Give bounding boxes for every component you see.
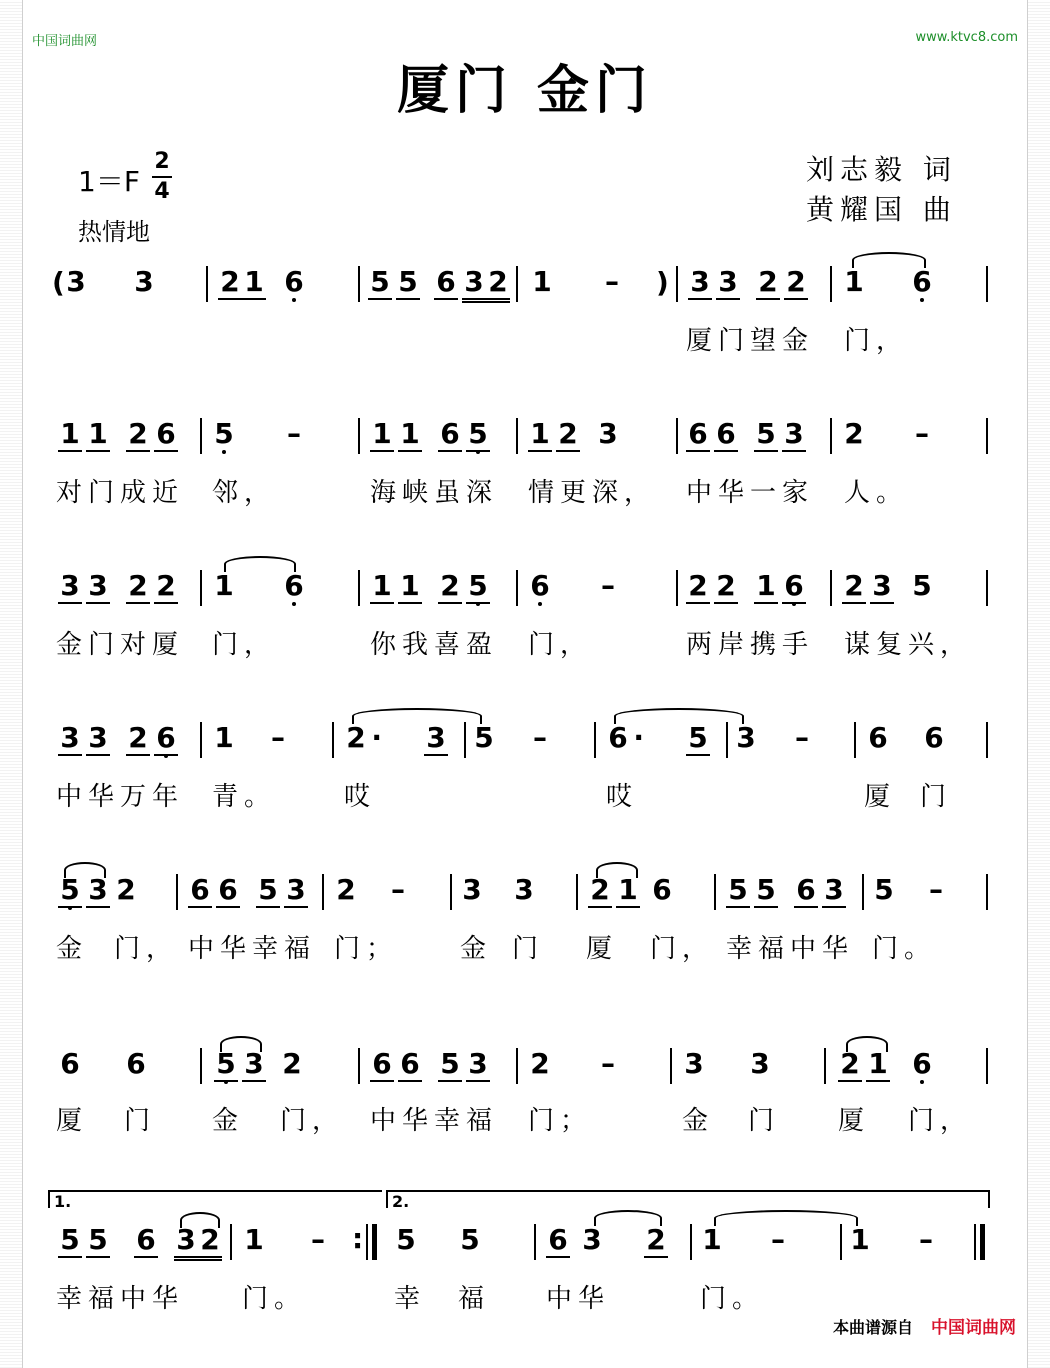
note: 6 — [868, 721, 888, 754]
lyric: 哎 — [344, 782, 377, 812]
barline — [862, 874, 864, 910]
note: 5 — [58, 874, 82, 908]
lyric: 门， — [212, 630, 277, 660]
barline — [534, 1224, 536, 1260]
barline — [200, 418, 202, 454]
barline — [986, 418, 988, 454]
note: 1 — [214, 569, 234, 602]
note: 6 — [686, 418, 710, 452]
note: 6 · — [606, 722, 630, 754]
note: 5 — [754, 874, 778, 908]
lyric: 门， — [528, 630, 593, 660]
note: 2 — [116, 873, 136, 906]
lyric: 人。 — [844, 478, 909, 508]
lyric: 幸福中华 — [56, 1284, 185, 1314]
note: 6 — [924, 721, 944, 754]
barline — [576, 874, 578, 910]
barline — [986, 874, 988, 910]
note: 3 — [514, 873, 534, 906]
repeat-end: : — [352, 1222, 364, 1255]
note: 2 — [844, 417, 864, 450]
note: 2 — [784, 266, 808, 300]
barline — [200, 1048, 202, 1084]
note: 5 — [58, 1224, 82, 1258]
lyric: 金 — [460, 934, 493, 964]
lyric: 门。 — [242, 1284, 307, 1314]
note: – — [601, 1047, 615, 1080]
song-title: 厦门 金门 — [396, 60, 654, 121]
barline-thick — [980, 1224, 985, 1260]
note: 6 — [910, 266, 934, 298]
time-bottom: 4 — [154, 179, 170, 204]
note: 2 — [126, 722, 150, 756]
barline — [358, 570, 360, 606]
note: 2 — [126, 570, 150, 604]
note: 5 — [474, 721, 494, 754]
note: 5 — [466, 418, 490, 452]
open-paren: ( — [52, 266, 65, 299]
footer-source-label: 本曲谱源自 — [832, 1318, 913, 1337]
barline — [594, 722, 596, 758]
time-top: 2 — [154, 149, 170, 174]
note: – — [919, 1223, 933, 1256]
lyric: 中华 — [546, 1284, 611, 1314]
barline — [676, 266, 678, 302]
note: 5 — [754, 418, 778, 452]
lyric: 中华万年 — [56, 782, 185, 812]
note: 5 — [396, 266, 420, 300]
site-name-left: 中国词曲网 — [32, 34, 98, 49]
barline — [332, 722, 334, 758]
note: 2 — [530, 1047, 550, 1080]
barline — [824, 1048, 826, 1084]
barline — [986, 266, 988, 302]
note: – — [929, 873, 943, 906]
lyric: 厦 — [586, 934, 619, 964]
barline — [200, 722, 202, 758]
lyric: 金 — [56, 934, 89, 964]
barline — [516, 266, 518, 302]
note: 6 — [438, 418, 462, 452]
barline — [200, 570, 202, 606]
lyric: 门； — [334, 934, 399, 964]
lyric: 邻， — [212, 478, 277, 508]
note: 3 — [716, 266, 740, 300]
lyric: 门； — [528, 1106, 593, 1136]
lyric: 情更深， — [528, 478, 657, 508]
composer-credit: 黄耀国 曲 — [806, 193, 957, 226]
lyric: 厦门望金 — [686, 326, 815, 356]
note: 3 — [782, 418, 806, 452]
note: 6 — [528, 570, 552, 602]
note: 1 — [532, 265, 552, 298]
lyric: 你我喜盈 — [370, 630, 499, 660]
note: 1 — [58, 418, 82, 452]
note: 1 — [616, 874, 640, 908]
note: 3 — [466, 1048, 490, 1082]
note: 1 — [398, 418, 422, 452]
note: 1 — [370, 570, 394, 604]
time-signature — [152, 150, 172, 204]
tempo-marking: 热情地 — [78, 218, 150, 246]
note: 3 — [242, 1048, 266, 1082]
note: 1 — [244, 1223, 264, 1256]
note: 3 — [462, 266, 486, 303]
note: 6 — [154, 418, 178, 452]
note: 1 — [214, 721, 234, 754]
barline — [358, 418, 360, 454]
footer-source — [833, 1313, 1016, 1338]
barline — [206, 266, 208, 302]
barline — [986, 570, 988, 606]
note: 3 — [86, 722, 110, 756]
note: 6 — [60, 1047, 80, 1080]
note: 1 — [398, 570, 422, 604]
note: 1 — [754, 570, 778, 604]
note: 5 — [256, 874, 280, 908]
note: 3 — [66, 265, 86, 298]
note: – — [915, 417, 929, 450]
note: 6 — [910, 1048, 934, 1080]
note: 5 — [874, 873, 894, 906]
note: 2 — [838, 1048, 862, 1082]
barline — [358, 266, 360, 302]
note: 3 — [462, 873, 482, 906]
lyric: 门 — [124, 1106, 157, 1136]
note: 2 — [154, 570, 178, 604]
note: 1 — [844, 265, 864, 298]
left-margin-strip — [0, 0, 23, 1368]
note: – — [771, 1223, 785, 1256]
note: 2 — [842, 570, 866, 604]
note: 3 — [750, 1047, 770, 1080]
note: 5 — [396, 1223, 416, 1256]
note: 3 — [58, 722, 82, 756]
note: – — [605, 265, 619, 298]
lyric: 厦 — [838, 1106, 871, 1136]
barline — [464, 722, 466, 758]
note: 5 — [438, 1048, 462, 1082]
barline-thick — [372, 1224, 377, 1260]
note: 3 — [174, 1224, 198, 1261]
barline — [366, 1224, 368, 1260]
note: 3 — [58, 570, 82, 604]
note: 1 — [866, 1048, 890, 1082]
barline — [830, 266, 832, 302]
note: 1 — [850, 1223, 870, 1256]
note: 2 — [218, 266, 242, 300]
note: 3 — [86, 570, 110, 604]
note: 2 — [282, 1047, 302, 1080]
barline — [322, 874, 324, 910]
note: 6 — [216, 874, 240, 908]
lyric: 青。 — [212, 782, 277, 812]
lyric: 幸 — [394, 1284, 427, 1314]
lyric: 中华一家 — [686, 478, 815, 508]
lyric: 金门对厦 — [56, 630, 185, 660]
lyric: 幸福中华 — [726, 934, 855, 964]
note: 3 — [134, 265, 154, 298]
note: 2 — [438, 570, 462, 604]
note: 1 — [370, 418, 394, 452]
barline — [176, 874, 178, 910]
barline — [974, 1224, 976, 1260]
lyric: 门 — [920, 782, 953, 812]
note: 2 — [686, 570, 710, 604]
note: 5 — [460, 1223, 480, 1256]
barline — [830, 570, 832, 606]
note: 5 — [726, 874, 750, 908]
note: 2 — [486, 266, 510, 303]
lyric: 门， — [650, 934, 715, 964]
note: 6 — [282, 570, 306, 602]
note: 6 — [652, 873, 672, 906]
lyric: 门 — [748, 1106, 781, 1136]
lyric: 谋复兴， — [844, 630, 973, 660]
note: 6 — [714, 418, 738, 452]
lyric: 海峡虽深 — [370, 478, 499, 508]
note: 3 — [688, 266, 712, 300]
note: 3 — [822, 874, 846, 908]
note: 6 — [398, 1048, 422, 1082]
note: – — [287, 417, 301, 450]
note: 3 — [86, 874, 110, 908]
note: 2 — [714, 570, 738, 604]
barline — [986, 722, 988, 758]
note: 1 — [86, 418, 110, 452]
note: 2 — [198, 1224, 222, 1261]
note: 5 — [686, 722, 710, 756]
note: 3 — [684, 1047, 704, 1080]
note: 6 — [794, 874, 818, 908]
note: 5 — [86, 1224, 110, 1258]
note: 5 — [214, 1048, 238, 1082]
note: – — [601, 569, 615, 602]
lyric: 中华幸福 — [370, 1106, 499, 1136]
note: 2 — [556, 418, 580, 452]
note: – — [795, 721, 809, 754]
volta-second: 2. — [386, 1190, 990, 1208]
lyric: 门， — [908, 1106, 973, 1136]
note: 6 — [282, 266, 306, 298]
note: 6 — [134, 1224, 158, 1258]
lyric: 哎 — [606, 782, 639, 812]
note: 5 — [212, 418, 236, 450]
note: – — [391, 873, 405, 906]
note: 2 — [756, 266, 780, 300]
note: 2 — [336, 873, 356, 906]
barline — [676, 418, 678, 454]
lyric: 金 — [682, 1106, 715, 1136]
volta-first: 1. — [48, 1190, 382, 1208]
barline — [690, 1224, 692, 1260]
footer-brand: 中国词曲网 — [931, 1318, 1016, 1338]
note: 1 — [242, 266, 266, 300]
note: – — [533, 721, 547, 754]
note: 3 — [598, 417, 618, 450]
note: 2 — [588, 874, 612, 908]
lyric: 门， — [114, 934, 179, 964]
note: 6 — [434, 266, 458, 300]
note: 2 — [126, 418, 150, 452]
barline — [450, 874, 452, 910]
note: 1 — [528, 418, 552, 452]
lyric: 门。 — [700, 1284, 765, 1314]
note: 3 — [582, 1223, 602, 1256]
note: 2 — [644, 1224, 668, 1258]
lyric: 金 — [212, 1106, 245, 1136]
barline — [230, 1224, 232, 1260]
note: 3 — [284, 874, 308, 908]
note: 6 — [154, 722, 178, 756]
note: 6 — [370, 1048, 394, 1082]
note: – — [271, 721, 285, 754]
barline — [840, 1224, 842, 1260]
barline — [670, 1048, 672, 1084]
note: 5 — [368, 266, 392, 300]
note: 3 — [870, 570, 894, 604]
barline — [358, 1048, 360, 1084]
note: 6 — [188, 874, 212, 908]
note: 3 — [424, 722, 448, 756]
lyricist-credit: 刘志毅 词 — [806, 153, 957, 186]
lyric: 对门成近 — [56, 478, 185, 508]
note: – — [311, 1223, 325, 1256]
note: 1 — [702, 1223, 722, 1256]
note: 6 — [546, 1224, 570, 1258]
lyric: 两岸携手 — [686, 630, 815, 660]
note: 6 — [782, 570, 806, 604]
right-margin-strip — [1027, 0, 1050, 1368]
barline — [516, 570, 518, 606]
lyric: 门， — [844, 326, 909, 356]
barline — [726, 722, 728, 758]
site-url-right: www.ktvc8.com — [915, 30, 1018, 45]
note: 5 — [466, 570, 490, 604]
lyric: 门， — [280, 1106, 345, 1136]
close-paren: ) — [656, 266, 669, 299]
barline — [854, 722, 856, 758]
note: 6 — [126, 1047, 146, 1080]
lyric: 厦 — [864, 782, 897, 812]
lyric: 厦 — [56, 1106, 89, 1136]
key-signature: 1＝F — [78, 165, 140, 198]
barline — [516, 418, 518, 454]
barline — [676, 570, 678, 606]
barline — [516, 1048, 518, 1084]
lyric: 福 — [458, 1284, 491, 1314]
barline — [986, 1048, 988, 1084]
lyric: 中华幸福 — [188, 934, 317, 964]
barline — [714, 874, 716, 910]
barline — [830, 418, 832, 454]
note: 2 · — [344, 722, 368, 754]
lyric: 门 — [512, 934, 545, 964]
note: 3 — [736, 721, 756, 754]
lyric: 门。 — [872, 934, 937, 964]
note: 5 — [912, 569, 932, 602]
